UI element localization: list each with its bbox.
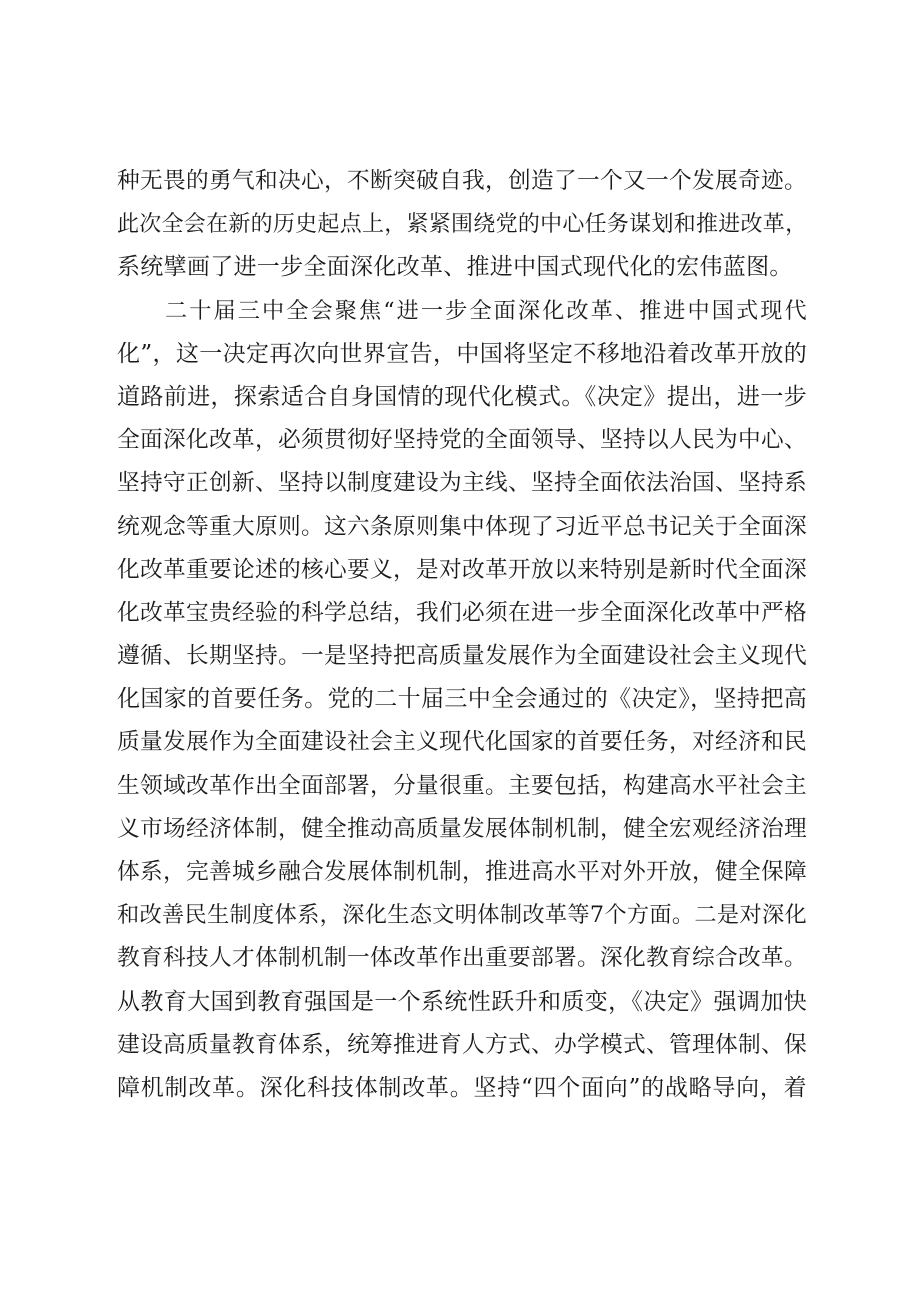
text-line: 教育科技人才体制机制一体改革作出重要部署。深化教育综合改革。 <box>117 945 807 972</box>
paragraph-first-line: 二十届三中全会聚焦“进一步全面深化改革、推进中国式现代 <box>165 297 807 324</box>
text-line: 和改善民生制度体系，深化生态文明体制改革等7个方面。二是对深化 <box>117 902 807 929</box>
text-line: 义市场经济体制，健全推动高质量发展体制机制，健全宏观经济治理 <box>117 815 807 842</box>
text-line: 化国家的首要任务。党的二十届三中全会通过的《决定》，坚持把高 <box>117 686 807 713</box>
text-line: 体系，完善城乡融合发展体制机制，推进高水平对外开放，健全保障 <box>117 859 807 885</box>
text-line: 建设高质量教育体系，统筹推进育人方式、办学模式、管理体制、保 <box>117 1031 807 1058</box>
text-line: 化改革重要论述的核心要义，是对改革开放以来特别是新时代全面深 <box>117 556 807 583</box>
text-line: 遵循、长期坚持。一是坚持把高质量发展作为全面建设社会主义现代 <box>117 643 807 670</box>
body-text <box>117 160 807 1110</box>
text-line: 全面深化改革，必须贯彻好坚持党的全面领导、坚持以人民为中心、 <box>117 427 807 454</box>
text-line: 此次全会在新的历史起点上，紧紧围绕党的中心任务谋划和推进改革， <box>117 212 808 238</box>
text-line: 种无畏的勇气和决心，不断突破自我，创造了一个又一个发展奇迹。 <box>117 168 807 194</box>
text-line: 生领域改革作出全面部署，分量很重。主要包括，构建高水平社会主 <box>117 772 807 799</box>
text-line: 化”，这一决定再次向世界宣告，中国将坚定不移地沿着改革开放的 <box>117 340 807 367</box>
text-line: 坚持守正创新、坚持以制度建设为主线、坚持全面依法治国、坚持系 <box>117 470 807 497</box>
text-line: 从教育大国到教育强国是一个系统性跃升和质变，《决定》强调加快 <box>117 988 807 1015</box>
text-line: 障机制改革。深化科技体制改革。坚持“四个面向”的战略导向，着 <box>117 1074 807 1101</box>
text-line: 道路前进，探索适合自身国情的现代化模式。《决定》提出，进一步 <box>117 383 807 410</box>
text-line: 化改革宝贵经验的科学总结，我们必须在进一步全面深化改革中严格 <box>117 599 807 626</box>
text-line: 系统擘画了进一步全面深化改革、推进中国式现代化的宏伟蓝图。 <box>117 254 793 281</box>
text-line: 统观念等重大原则。这六条原则集中体现了习近平总书记关于全面深 <box>117 513 807 540</box>
text-line: 质量发展作为全面建设社会主义现代化国家的首要任务，对经济和民 <box>117 729 807 756</box>
